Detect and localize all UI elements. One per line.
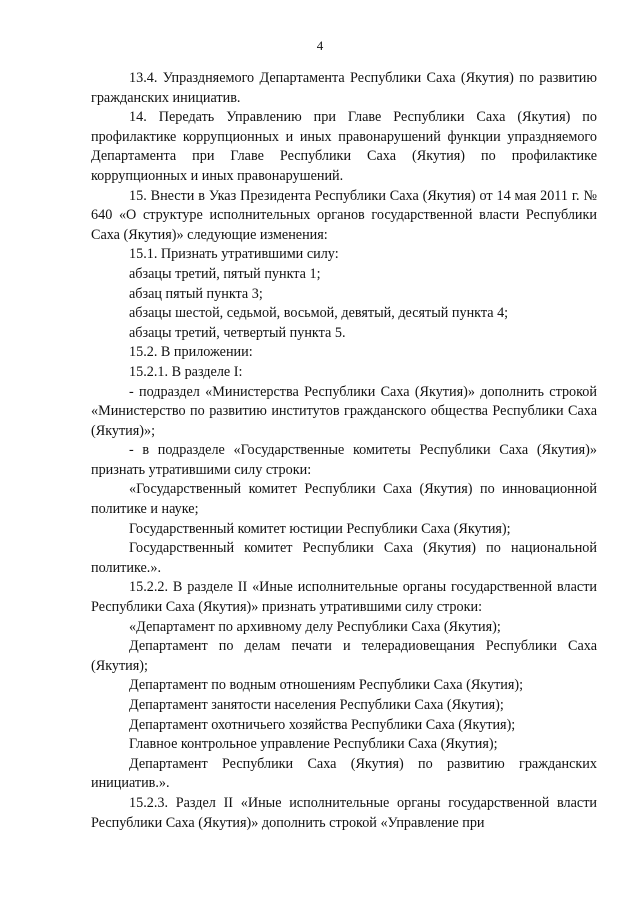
paragraph: 15.2.3. Раздел II «Иные исполнительные органы государственной власти Республики Саха (Якутия)» дополнить строкой «Управление при	[91, 794, 597, 831]
paragraph: Государственный комитет юстиции Республики Саха (Якутия);	[129, 520, 511, 537]
paragraph: 15.1. Признать утратившими силу:	[129, 246, 339, 263]
paragraph: - подраздел «Министерства Республики Саха (Якутия)» дополнить строкой «Министерство по развитию институтов гражданского общества Республики Саха (Якутия)»;	[91, 383, 597, 439]
paragraph: Департамент Республики Саха (Якутия) по развитию гражданских инициатив.».	[91, 755, 597, 792]
paragraph: Департамент по делам печати и телерадиовещания Республики Саха (Якутия);	[91, 638, 597, 674]
paragraph: абзацы шестой, седьмой, восьмой, девятый, десятый пункта 4;	[129, 305, 509, 322]
paragraph: 15. Внести в Указ Президента Республики Саха (Якутия) от 14 мая 2011 г. № 640 «О структуре исполнительных органов государственной власти Республики Саха (Якутия)» следующие изменения:	[91, 187, 597, 243]
paragraph: 15.2. В приложении:	[129, 344, 253, 361]
paragraph: абзацы третий, пятый пункта 1;	[129, 265, 321, 282]
paragraph: - в подразделе «Государственные комитеты Республики Саха (Якутия)» признать утратившими силу строки:	[91, 442, 597, 478]
paragraph: Департамент занятости населения Республики Саха (Якутия);	[129, 697, 504, 713]
paragraph: Департамент охотничьего хозяйства Республики Саха (Якутия);	[129, 716, 516, 733]
page-number: 4	[316, 38, 324, 53]
paragraph: «Департамент по архивному делу Республики Саха (Якутия);	[129, 618, 501, 635]
paragraph: Главное контрольное управление Республики Саха (Якутия);	[129, 736, 498, 753]
paragraph: «Государственный комитет Республики Саха (Якутия) по инновационной политике и науке;	[91, 481, 597, 518]
paragraph: 15.2.1. В разделе I:	[129, 363, 243, 380]
document-body	[91, 69, 597, 833]
paragraph: абзацы третий, четвертый пункта 5.	[129, 324, 346, 341]
paragraph: Департамент по водным отношениям Республики Саха (Якутия);	[129, 677, 524, 694]
paragraph: 14. Передать Управлению при Главе Республики Саха (Якутия) по профилактике коррупционных и иных правонарушений функции упраздняемого Департамента при Главе Республики Саха (Якутия) по профилактике коррупционных и иных правонарушений.	[91, 109, 597, 184]
paragraph: 13.4. Упраздняемого Департамента Республики Саха (Якутия) по развитию гражданских инициатив.	[91, 70, 597, 106]
paragraph: 15.2.2. В разделе II «Иные исполнительные органы государственной власти Республики Саха (Якутия)» признать утратившими силу строки:	[91, 579, 597, 616]
paragraph: абзац пятый пункта 3;	[129, 285, 263, 302]
paragraph: Государственный комитет Республики Саха (Якутия) по национальной политике.».	[91, 540, 597, 576]
